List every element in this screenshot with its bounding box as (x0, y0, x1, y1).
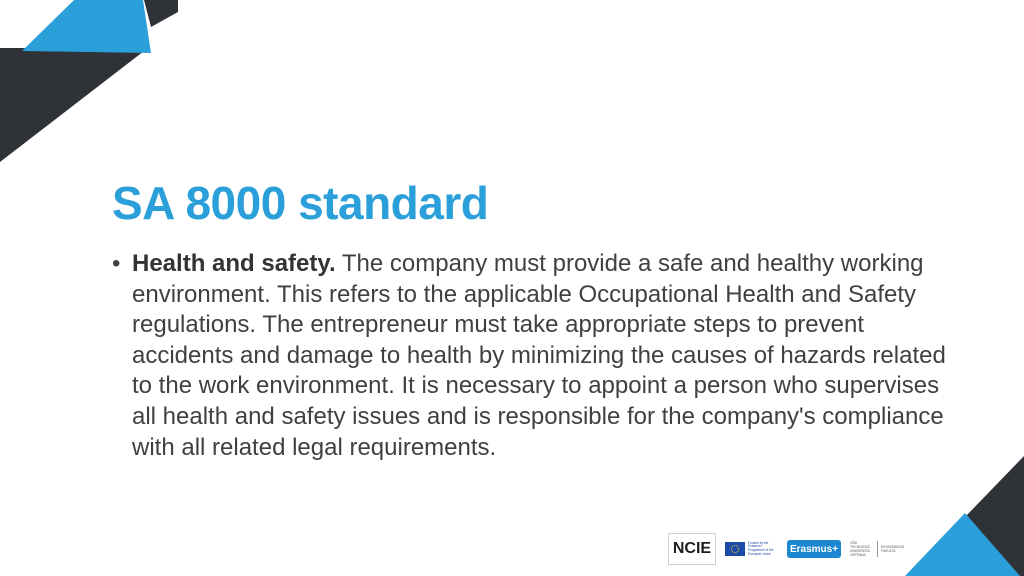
eu-funding-text: Funded by the Erasmus+ Programme of the European Union (748, 540, 774, 556)
top-left-blue-triangle (22, 0, 151, 53)
top-left-dark-triangle (0, 48, 148, 162)
vsb-logo (850, 541, 905, 557)
eu-flag-icon (725, 542, 745, 556)
vsb-logo-right: EKONOMICKÁ FAKULTA (881, 545, 904, 553)
vsb-logo-divider (877, 541, 878, 557)
bullet-item (112, 249, 952, 463)
erasmus-logo: Erasmus+ (787, 540, 841, 558)
bullet-marker: • (112, 250, 121, 277)
partner-logos (668, 532, 905, 566)
bullet-heading: Health and safety. (132, 250, 336, 277)
eu-funding-logo (725, 542, 778, 556)
ncie-logo: NCIE (668, 533, 716, 565)
bullet-text: The company must provide a safe and healthy working environment. This refers to the applicable Occupational Health and Safety regulations. The entrepreneur must take appropriate steps to prevent accidents and damage to health by minimizing the causes of hazards related to the work environment. It is necessary to appoint a person who supervises all health and safety issues and is responsible for the company's compliance with all related legal requirements. (132, 250, 946, 461)
vsb-logo-left: VŠB TECHNICKÁ UNIVERZITA OSTRAVA (850, 541, 870, 557)
bullet-list (112, 249, 952, 463)
top-left-dark-sliver (144, 0, 178, 27)
slide-title: SA 8000 standard (112, 177, 489, 229)
